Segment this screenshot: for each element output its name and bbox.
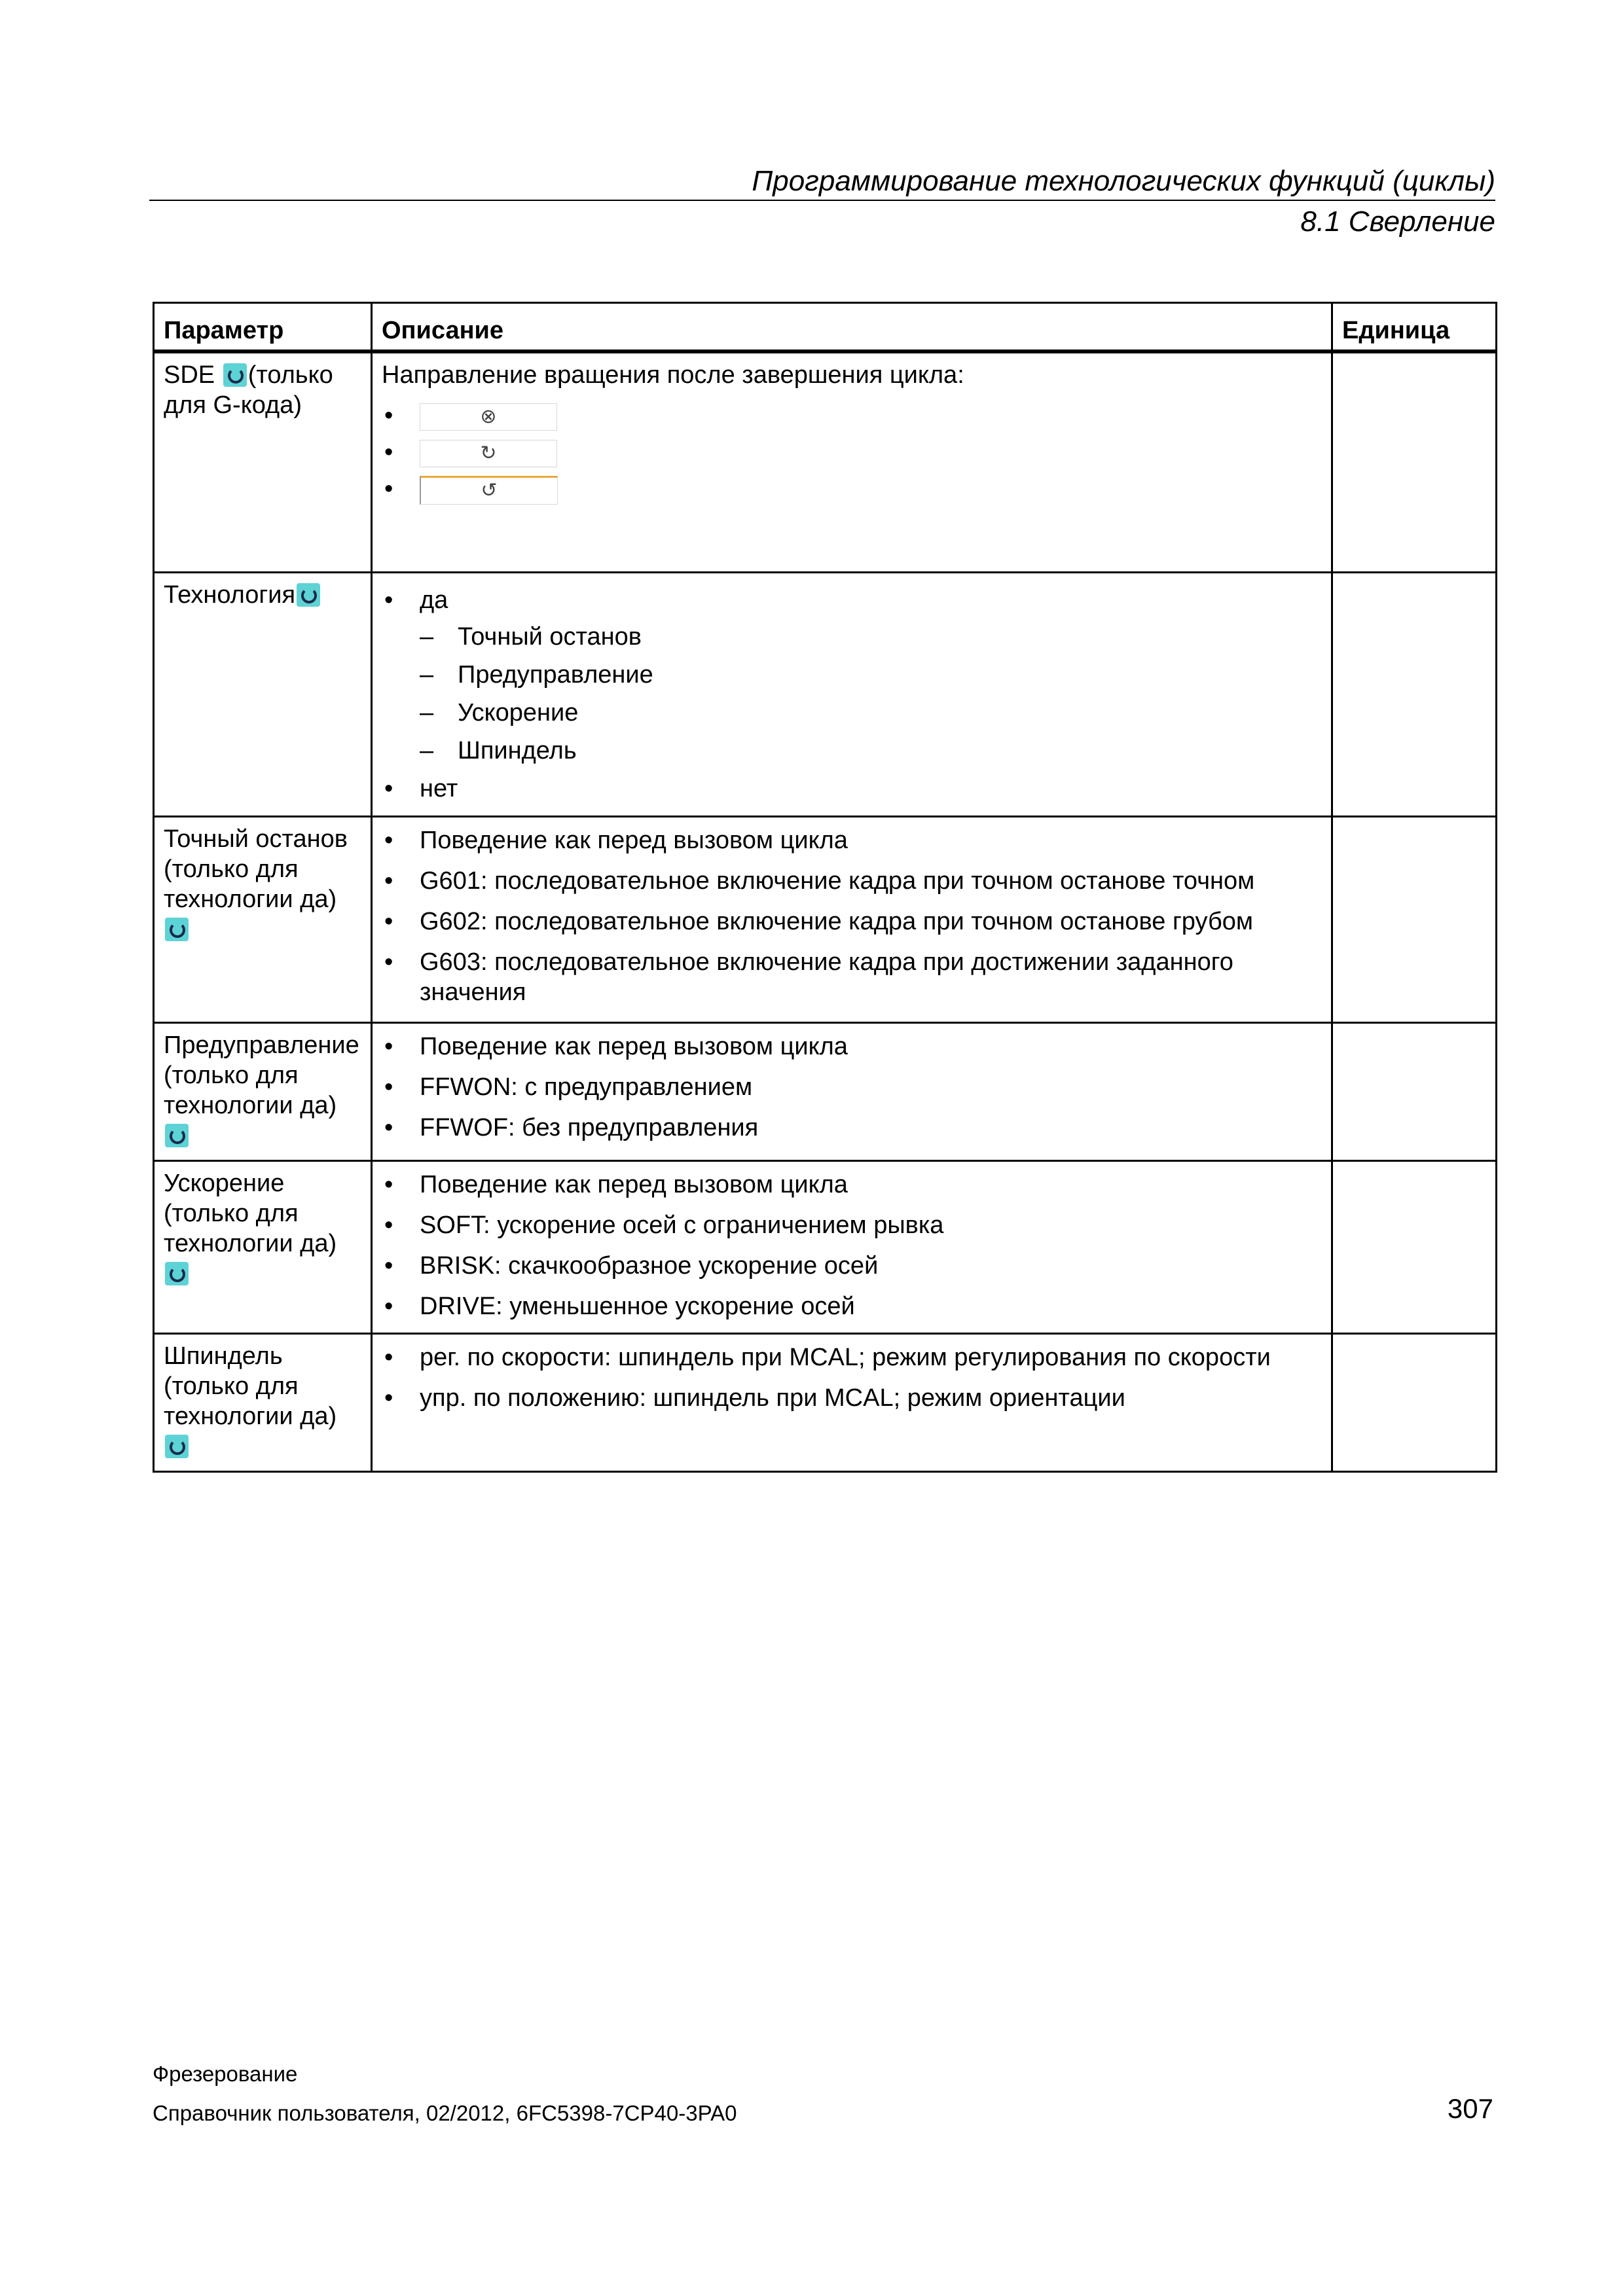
table-row [154,1022,1497,1160]
list-item: • G601: последовательное включение кадра при точном останове точном [382,866,1322,896]
list-item: • Поведение как перед вызовом цикла [382,1170,1322,1200]
list-item: • рег. по скорости: шпиндель при MCAL; режим регулирования по скорости [382,1342,1322,1372]
param-cell [154,816,372,1022]
table-row [154,351,1497,572]
table-header-row [154,303,1497,352]
running-header-title: Программирование технологических функций (циклы) [752,165,1495,197]
description-text: Направление вращения после завершения цикла: [382,361,964,389]
param-cell [154,1333,372,1471]
rotate-counterclockwise-icon: ↺ [420,476,558,505]
table-row [154,1160,1497,1333]
list-item [382,401,1322,431]
param-name: Технология [164,581,296,609]
param-name: Точный останов (только для технологии да) [164,825,348,913]
description-cell [372,1022,1332,1160]
footer-document-title: Фрезерование [153,2062,298,2086]
sub-list-item: – Ускорение [420,698,1322,728]
sub-list-item: – Точный останов [420,622,1322,652]
parameter-table [153,302,1497,1473]
option-yes: да [420,586,448,614]
unit-cell [1332,1022,1497,1160]
unit-cell [1332,1333,1497,1471]
rotate-clockwise-icon: ↻ [420,440,557,467]
param-name: Шпиндель (только для технологии да) [164,1342,337,1430]
sub-list-item: – Предуправление [420,660,1322,690]
spindle-stop-icon: ⊗ [420,403,557,431]
sync-icon [165,1435,189,1458]
sub-list-item: – Шпиндель [420,736,1322,766]
param-name: SDE [164,361,215,389]
list-item: • SOFT: ускорение осей с ограничением рывка [382,1210,1322,1240]
param-cell [154,572,372,816]
list-item [382,437,1322,467]
sync-icon [165,1124,189,1147]
list-item [382,474,1322,505]
param-cell [154,1160,372,1333]
option-no: нет [420,774,458,802]
param-cell [154,351,372,572]
running-header-section: 8.1 Сверление [1300,206,1495,238]
description-cell [372,816,1332,1022]
list-item [382,774,1322,804]
footer-document-reference: Справочник пользователя, 02/2012, 6FC5398-7CP40-3PA0 [153,2101,737,2125]
list-item: • FFWOF: без предуправления [382,1113,1322,1143]
description-cell [372,572,1332,816]
column-header-description: Описание [372,303,1332,352]
list-item: • Поведение как перед вызовом цикла [382,1031,1322,1062]
list-item: • Поведение как перед вызовом цикла [382,825,1322,855]
sync-icon [165,918,189,941]
unit-cell [1332,816,1497,1022]
list-item: • G602: последовательное включение кадра при точном останове грубом [382,906,1322,937]
description-cell [372,351,1332,572]
list-item: • упр. по положению: шпиндель при MCAL; режим ориентации [382,1383,1322,1413]
unit-cell [1332,351,1497,572]
param-qualifier: (только для G-кода) [164,361,333,419]
list-item: • BRISK: скачкообразное ускорение осей [382,1251,1322,1281]
unit-cell [1332,572,1497,816]
unit-cell [1332,1160,1497,1333]
sync-icon [223,363,247,387]
column-header-unit: Единица [1332,303,1497,352]
description-cell [372,1160,1332,1333]
param-name: Предуправление (только для технологии да) [164,1031,359,1119]
table-row [154,816,1497,1022]
page-number: 307 [1447,2093,1493,2124]
list-item: • G603: последовательное включение кадра при достижении заданного значения [382,947,1322,1007]
table-row [154,1333,1497,1471]
sync-icon [297,583,320,607]
param-cell [154,1022,372,1160]
list-item [382,585,1322,766]
table-row [154,572,1497,816]
description-cell [372,1333,1332,1471]
list-item: • DRIVE: уменьшенное ускорение осей [382,1291,1322,1321]
header-rule [149,200,1495,201]
sync-icon [165,1262,189,1285]
list-item: • FFWON: с предуправлением [382,1072,1322,1102]
param-name: Ускорение (только для технологии да) [164,1169,337,1257]
column-header-parameter: Параметр [154,303,372,352]
